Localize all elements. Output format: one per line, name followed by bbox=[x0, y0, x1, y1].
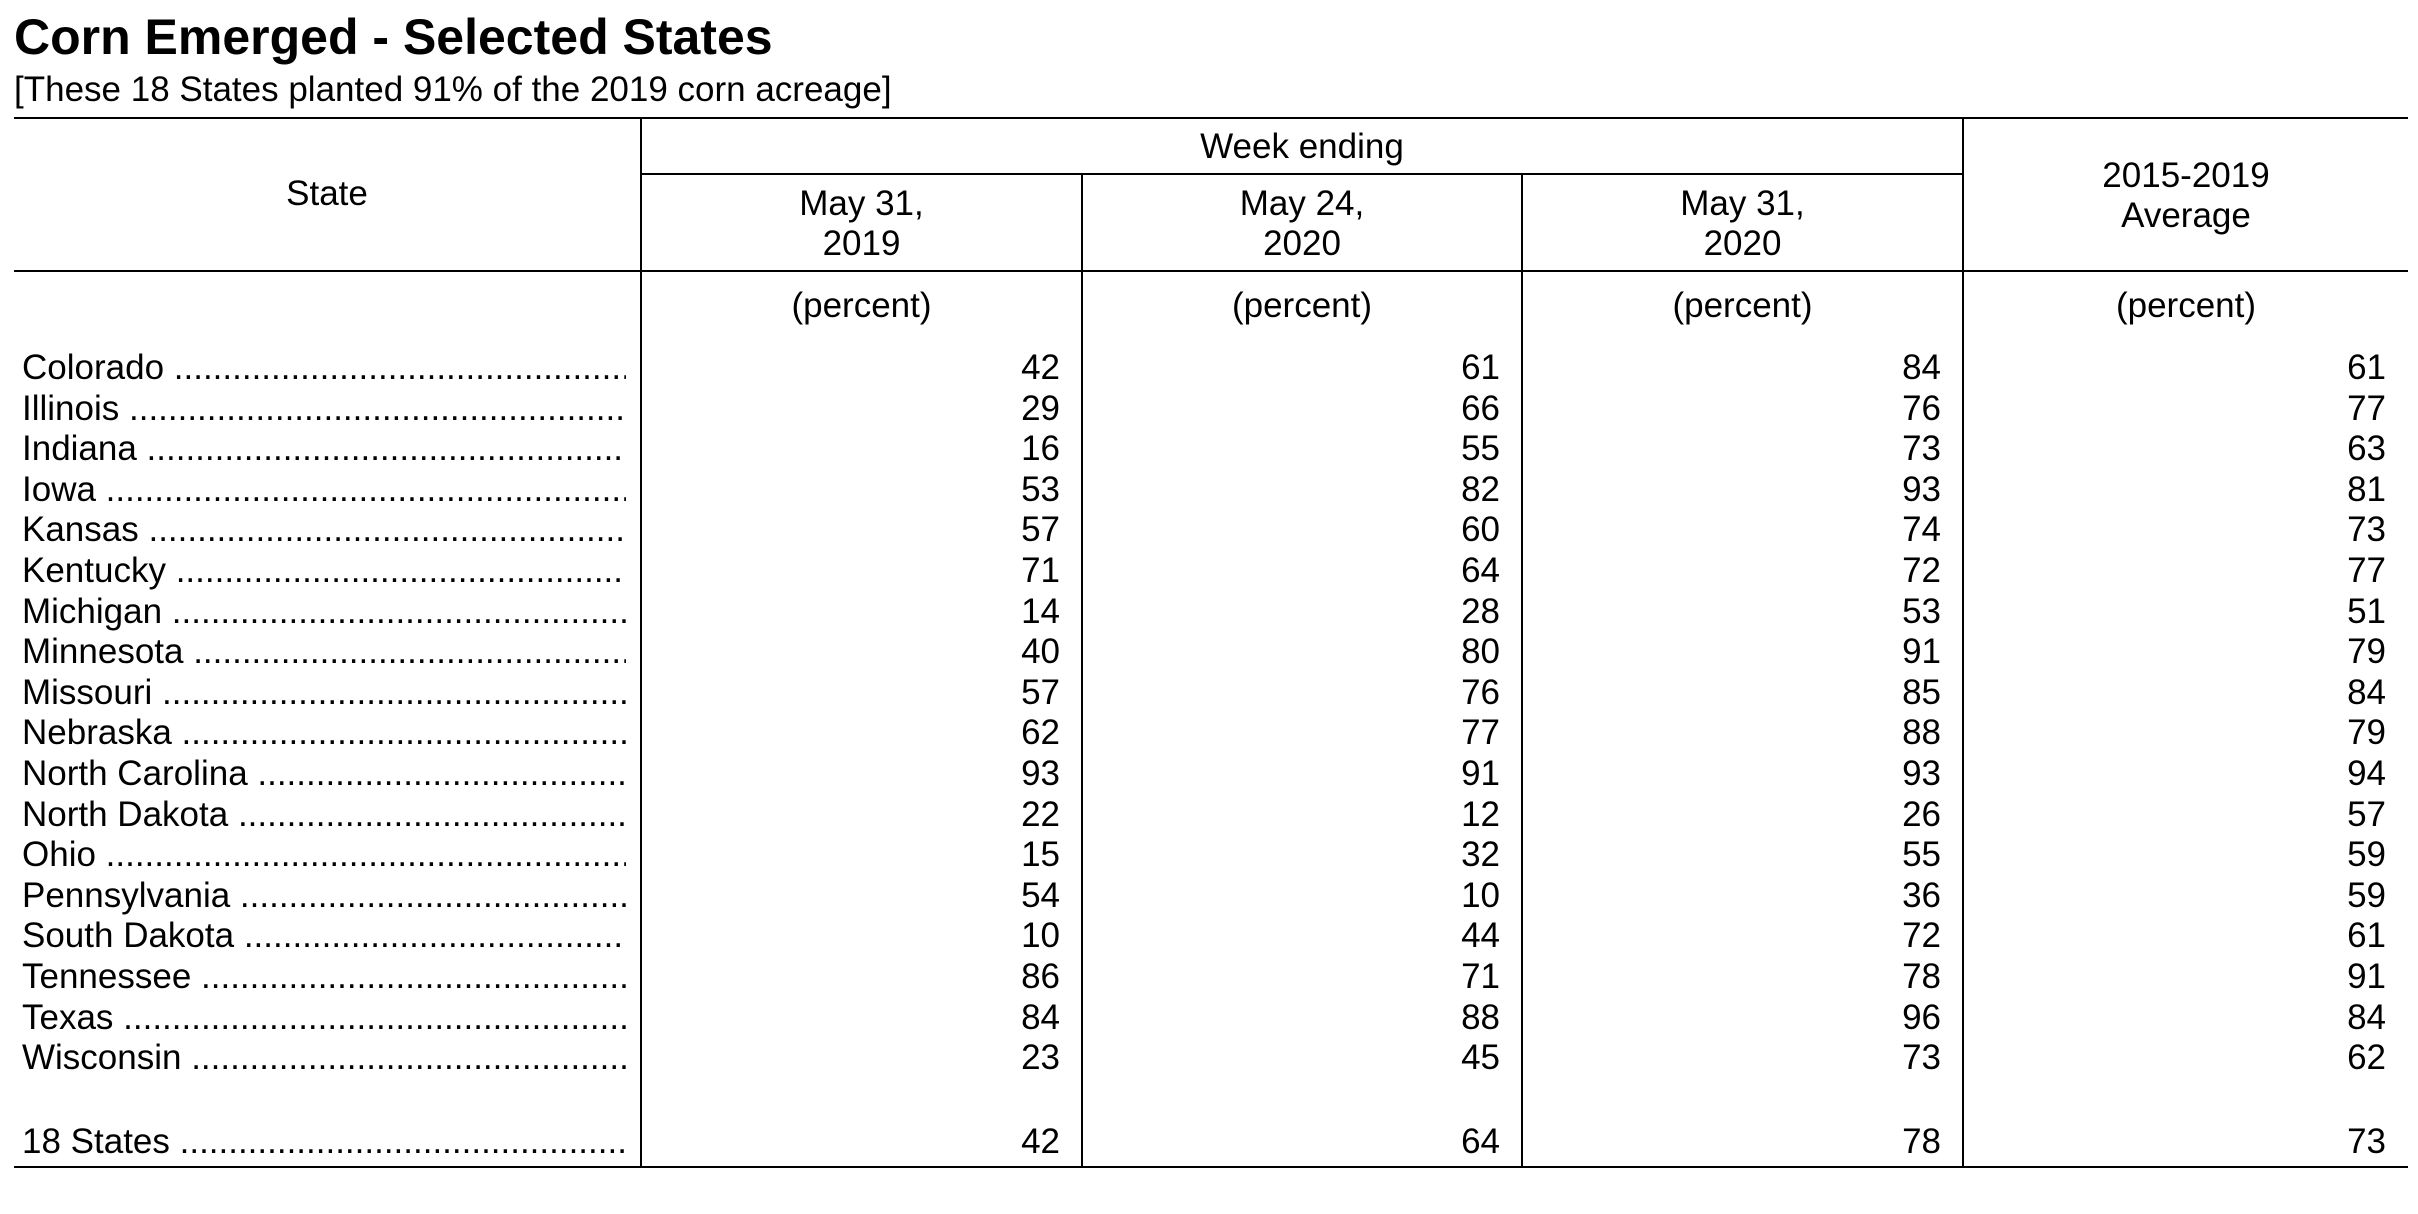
table-row bbox=[0, 429, 2418, 469]
percent-value: 93 bbox=[1902, 754, 1941, 793]
percent-value: 84 bbox=[1021, 998, 1060, 1037]
table-row bbox=[0, 389, 2418, 429]
total-row bbox=[0, 1122, 2418, 1162]
percent-value: 73 bbox=[2347, 510, 2386, 549]
percent-value: 78 bbox=[1902, 1122, 1941, 1161]
percent-value: 93 bbox=[1902, 470, 1941, 509]
percent-value: 73 bbox=[1902, 429, 1941, 468]
table-row bbox=[0, 713, 2418, 753]
percent-value: 73 bbox=[2347, 1122, 2386, 1161]
percent-value: 79 bbox=[2347, 632, 2386, 671]
percent-value: 94 bbox=[2347, 754, 2386, 793]
percent-value: 15 bbox=[1021, 835, 1060, 874]
header-line: May 31, bbox=[799, 184, 924, 223]
header-line: 2020 bbox=[1703, 224, 1782, 263]
percent-value: 85 bbox=[1902, 673, 1941, 712]
percent-value: 61 bbox=[2347, 348, 2386, 387]
state-name: North Dakota ..... bbox=[22, 795, 626, 835]
week-ending-header: Week ending bbox=[1200, 127, 1404, 166]
percent-value: 91 bbox=[1902, 632, 1941, 671]
percent-value: 93 bbox=[1021, 754, 1060, 793]
percent-value: 66 bbox=[1461, 389, 1500, 428]
state-name: Wisconsin ..... bbox=[22, 1038, 626, 1078]
percent-value: 32 bbox=[1461, 835, 1500, 874]
percent-value: 42 bbox=[1021, 1122, 1060, 1161]
percent-value: 45 bbox=[1461, 1038, 1500, 1077]
page-subtitle: [These 18 States planted 91% of the 2019 corn acreage] bbox=[14, 70, 892, 109]
unit-label: (percent) bbox=[1672, 286, 1813, 325]
state-name: Tennessee ..... bbox=[22, 957, 626, 997]
unit-label: (percent) bbox=[791, 286, 932, 325]
percent-value: 53 bbox=[1902, 592, 1941, 631]
percent-value: 44 bbox=[1461, 916, 1500, 955]
percent-value: 22 bbox=[1021, 795, 1060, 834]
header-line: Average bbox=[2121, 196, 2251, 235]
percent-value: 84 bbox=[2347, 998, 2386, 1037]
percent-value: 72 bbox=[1902, 916, 1941, 955]
col-average-header bbox=[1964, 156, 2408, 236]
percent-value: 59 bbox=[2347, 876, 2386, 915]
percent-value: 88 bbox=[1461, 998, 1500, 1037]
percent-value: 71 bbox=[1021, 551, 1060, 590]
percent-value: 63 bbox=[2347, 429, 2386, 468]
percent-value: 36 bbox=[1902, 876, 1941, 915]
state-name: Iowa ..... bbox=[22, 470, 626, 510]
percent-value: 16 bbox=[1021, 429, 1060, 468]
state-name: Kansas ..... bbox=[22, 510, 626, 550]
percent-value: 77 bbox=[2347, 551, 2386, 590]
table-row bbox=[0, 957, 2418, 997]
header-bottom-rule bbox=[14, 270, 2408, 272]
state-name: Ohio ..... bbox=[22, 835, 626, 875]
table-bottom-rule bbox=[14, 1166, 2408, 1168]
percent-value: 84 bbox=[1902, 348, 1941, 387]
percent-value: 80 bbox=[1461, 632, 1500, 671]
percent-value: 51 bbox=[2347, 592, 2386, 631]
col-may31-2019-header bbox=[642, 184, 1081, 264]
percent-value: 26 bbox=[1902, 795, 1941, 834]
percent-value: 12 bbox=[1461, 795, 1500, 834]
table-row bbox=[0, 795, 2418, 835]
percent-value: 78 bbox=[1902, 957, 1941, 996]
percent-value: 61 bbox=[1461, 348, 1500, 387]
state-name: South Dakota ..... bbox=[22, 916, 626, 956]
table-top-rule bbox=[14, 117, 2408, 119]
percent-value: 23 bbox=[1021, 1038, 1060, 1077]
table-row bbox=[0, 632, 2418, 672]
percent-value: 14 bbox=[1021, 592, 1060, 631]
state-name: Kentucky ..... bbox=[22, 551, 626, 591]
percent-value: 55 bbox=[1461, 429, 1500, 468]
percent-value: 64 bbox=[1461, 551, 1500, 590]
state-name: Illinois ..... bbox=[22, 389, 626, 429]
state-name: Michigan ..... bbox=[22, 592, 626, 632]
percent-value: 79 bbox=[2347, 713, 2386, 752]
percent-value: 82 bbox=[1461, 470, 1500, 509]
percent-value: 42 bbox=[1021, 348, 1060, 387]
state-name: Minnesota ..... bbox=[22, 632, 626, 672]
col-may24-2020-header bbox=[1083, 184, 1521, 264]
percent-value: 40 bbox=[1021, 632, 1060, 671]
percent-value: 60 bbox=[1461, 510, 1500, 549]
percent-value: 10 bbox=[1021, 916, 1060, 955]
header-line: May 31, bbox=[1680, 184, 1805, 223]
state-name: Missouri ..... bbox=[22, 673, 626, 713]
table-row bbox=[0, 673, 2418, 713]
percent-value: 71 bbox=[1461, 957, 1500, 996]
percent-value: 28 bbox=[1461, 592, 1500, 631]
table-row bbox=[0, 348, 2418, 388]
percent-value: 96 bbox=[1902, 998, 1941, 1037]
percent-value: 54 bbox=[1021, 876, 1060, 915]
percent-value: 55 bbox=[1902, 835, 1941, 874]
state-name: Colorado ..... bbox=[22, 348, 626, 388]
table-row bbox=[0, 510, 2418, 550]
percent-value: 53 bbox=[1021, 470, 1060, 509]
table-row bbox=[0, 876, 2418, 916]
percent-value: 57 bbox=[1021, 673, 1060, 712]
percent-value: 10 bbox=[1461, 876, 1500, 915]
table-row bbox=[0, 592, 2418, 632]
percent-value: 88 bbox=[1902, 713, 1941, 752]
percent-value: 72 bbox=[1902, 551, 1941, 590]
percent-value: 61 bbox=[2347, 916, 2386, 955]
percent-value: 74 bbox=[1902, 510, 1941, 549]
week-ending-rule bbox=[640, 173, 1962, 175]
table-row bbox=[0, 1038, 2418, 1078]
header-line: 2015-2019 bbox=[2102, 156, 2270, 195]
page-title: Corn Emerged - Selected States bbox=[14, 9, 773, 65]
percent-value: 57 bbox=[2347, 795, 2386, 834]
percent-value: 77 bbox=[1461, 713, 1500, 752]
percent-value: 76 bbox=[1461, 673, 1500, 712]
percent-value: 76 bbox=[1902, 389, 1941, 428]
unit-label: (percent) bbox=[1231, 286, 1373, 325]
table-row bbox=[0, 916, 2418, 956]
percent-value: 64 bbox=[1461, 1122, 1500, 1161]
percent-value: 77 bbox=[2347, 389, 2386, 428]
header-line: 2019 bbox=[822, 224, 901, 263]
state-name: Texas ..... bbox=[22, 998, 626, 1038]
percent-value: 86 bbox=[1021, 957, 1060, 996]
percent-value: 91 bbox=[2347, 957, 2386, 996]
unit-label: (percent) bbox=[2115, 286, 2257, 325]
table-row bbox=[0, 835, 2418, 875]
col-may31-2020-header bbox=[1523, 184, 1962, 264]
percent-value: 91 bbox=[1461, 754, 1500, 793]
table-row bbox=[0, 470, 2418, 510]
header-line: May 24, bbox=[1239, 184, 1365, 223]
percent-value: 29 bbox=[1021, 389, 1060, 428]
percent-value: 84 bbox=[2347, 673, 2386, 712]
percent-value: 81 bbox=[2347, 470, 2386, 509]
state-header: State bbox=[286, 174, 368, 213]
percent-value: 73 bbox=[1902, 1038, 1941, 1077]
table-row bbox=[0, 754, 2418, 794]
state-name: 18 States ..... bbox=[22, 1122, 626, 1162]
table-row bbox=[0, 551, 2418, 591]
state-name: North Carolina ..... bbox=[22, 754, 626, 794]
header-line: 2020 bbox=[1263, 224, 1341, 263]
state-name: Pennsylvania ..... bbox=[22, 876, 626, 916]
percent-value: 59 bbox=[2347, 835, 2386, 874]
state-name: Indiana ..... bbox=[22, 429, 626, 469]
percent-value: 62 bbox=[2347, 1038, 2386, 1077]
percent-value: 57 bbox=[1021, 510, 1060, 549]
percent-value: 62 bbox=[1021, 713, 1060, 752]
table-row bbox=[0, 998, 2418, 1038]
state-name: Nebraska ..... bbox=[22, 713, 626, 753]
